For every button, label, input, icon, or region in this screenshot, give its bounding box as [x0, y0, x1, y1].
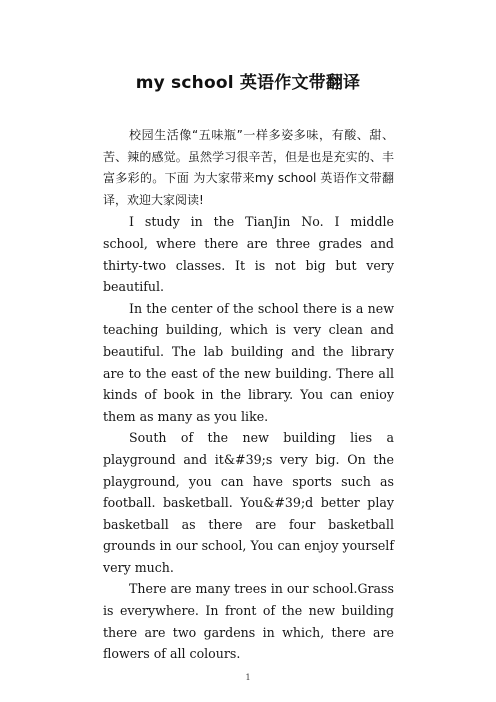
paragraph-trees-gardens: There are many trees in our school.Grass is everywhere. In front of the new building there are two gardens in which, there are flowers of all colours. — [103, 581, 394, 662]
page-number: 1 — [245, 673, 251, 682]
paragraph-teaching-building: In the center of the school there is a new teaching building, which is very clean and beautiful. The lab building and the library are to the east of the new building. There all kinds of book in the library. You can enioy them as many as you like. — [103, 300, 394, 424]
document-body — [103, 125, 394, 665]
paragraph-school-intro: I study in the TianJin No. I middle school, where there are three grades and thirty-two classes. It is not big but very beautiful. — [103, 214, 394, 295]
paragraph-playground: South of the new building lies a playground and it&#39;s very big. On the playground, you can have sports such as football. basketball. You&#39;d better play basketball as there are four basketball grounds in our school, You can enjoy yourself very much. — [103, 430, 394, 575]
intro-paragraph: 校园生活像“五味瓶”一样多姿多味，有酸、甜、苦、辣的感觉。虽然学习很辛苦，但是也是充实的、丰富多彩的。下面 为大家带来my school 英语作文带翻译，欢迎大家阅读! — [103, 128, 394, 207]
document-title: my school 英语作文带翻译 — [135, 73, 361, 93]
